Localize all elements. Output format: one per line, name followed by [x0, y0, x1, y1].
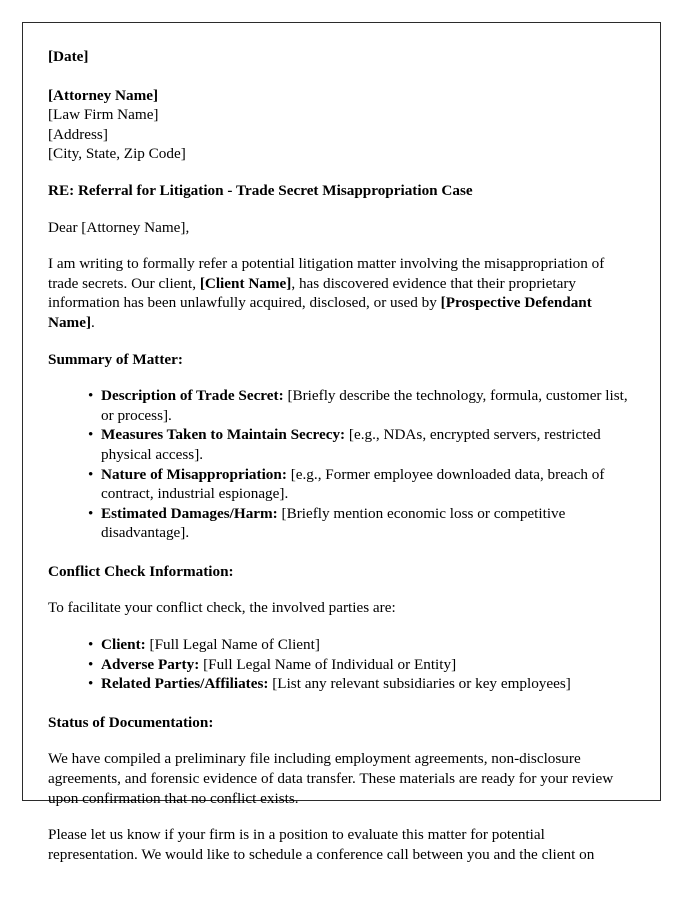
recipient-address: [Address]: [48, 125, 108, 143]
intro-part1: I am writing to formally refer a potential litigation matter involving the misappropriation of trade secrets. Our client,: [48, 255, 605, 292]
list-item-value: [e.g., NDAs, encrypted servers, restricted physical access].: [101, 426, 601, 463]
list-item-label: Description of Trade Secret:: [101, 387, 284, 405]
conflict-check-heading: Conflict Check Information:: [48, 562, 234, 580]
spacer: [48, 694, 636, 713]
list-item: [88, 465, 636, 504]
document-body: [23, 23, 660, 864]
list-item-value: [e.g., Former employee downloaded data, breach of contract, industrial espionage].: [101, 465, 605, 503]
list-item-label: Nature of Misappropriation:: [101, 465, 287, 483]
intro-part3: .: [91, 313, 95, 331]
list-item-value: [Full Legal Name of Client]: [145, 636, 320, 654]
date-placeholder: [Date]: [48, 48, 89, 65]
client-name-placeholder: [Client Name]: [199, 274, 292, 292]
list-item: [88, 425, 636, 464]
recipient-address-block: [48, 86, 636, 164]
list-item-label: Measures Taken to Maintain Secrecy:: [101, 426, 346, 444]
list-item-value: [Full Legal Name of Individual or Entity]: [199, 655, 457, 673]
salutation: Dear [Attorney Name],: [48, 218, 190, 236]
list-item: [88, 655, 636, 675]
list-item: [88, 386, 636, 425]
recipient-city-state-zip: [City, State, Zip Code]: [48, 145, 186, 163]
spacer: [48, 201, 636, 218]
recipient-law-firm-name: [Law Firm Name]: [48, 106, 159, 124]
summary-list: [48, 386, 636, 543]
spacer: [48, 369, 636, 386]
spacer: [48, 581, 636, 598]
list-item-value: [List any relevant subsidiaries or key employees]: [268, 675, 571, 693]
spacer: [48, 543, 636, 562]
spacer: [48, 808, 636, 825]
document-page: [22, 22, 661, 863]
list-item-label: Adverse Party:: [101, 655, 200, 673]
defendant-name-placeholder: [Prospective Defendant Name]: [48, 294, 592, 331]
summary-heading: Summary of Matter:: [48, 350, 183, 368]
spacer: [48, 67, 636, 86]
list-item-value: [Briefly describe the technology, formula, customer list, or process].: [101, 387, 628, 424]
list-item-label: Estimated Damages/Harm:: [101, 504, 278, 522]
list-item: [88, 504, 636, 543]
intro-part2: , has discovered evidence that their proprietary information has been unlawfully acquired, disclosed, or used by: [48, 274, 576, 312]
conflict-parties-list: [48, 635, 636, 694]
re-line: RE: Referral for Litigation - Trade Secret Misappropriation Case: [48, 181, 473, 199]
closing-paragraph: Please let us know if your firm is in a position to evaluate this matter for potential representation. We would like to schedule a conference call between you and the client on: [48, 826, 595, 863]
list-item: [88, 674, 636, 694]
spacer: [48, 732, 636, 749]
list-item-label: Related Parties/Affiliates:: [101, 675, 269, 693]
list-item-value: [Briefly mention economic loss or competitive disadvantage].: [101, 504, 566, 542]
conflict-check-intro: To facilitate your conflict check, the involved parties are:: [48, 599, 396, 617]
list-item-label: Client:: [101, 636, 146, 654]
status-documentation-heading: Status of Documentation:: [48, 713, 214, 731]
status-documentation-paragraph: We have compiled a preliminary file including employment agreements, non-disclosure agreements, and forensic evidence of data transfer. These materials are ready for your review upon confirmation that no conflict exists.: [48, 750, 614, 807]
spacer: [48, 333, 636, 350]
spacer: [48, 164, 636, 181]
spacer: [48, 618, 636, 635]
intro-paragraph: [48, 254, 636, 332]
recipient-attorney-name: [Attorney Name]: [48, 86, 159, 104]
spacer: [48, 237, 636, 254]
list-item: [88, 635, 636, 655]
